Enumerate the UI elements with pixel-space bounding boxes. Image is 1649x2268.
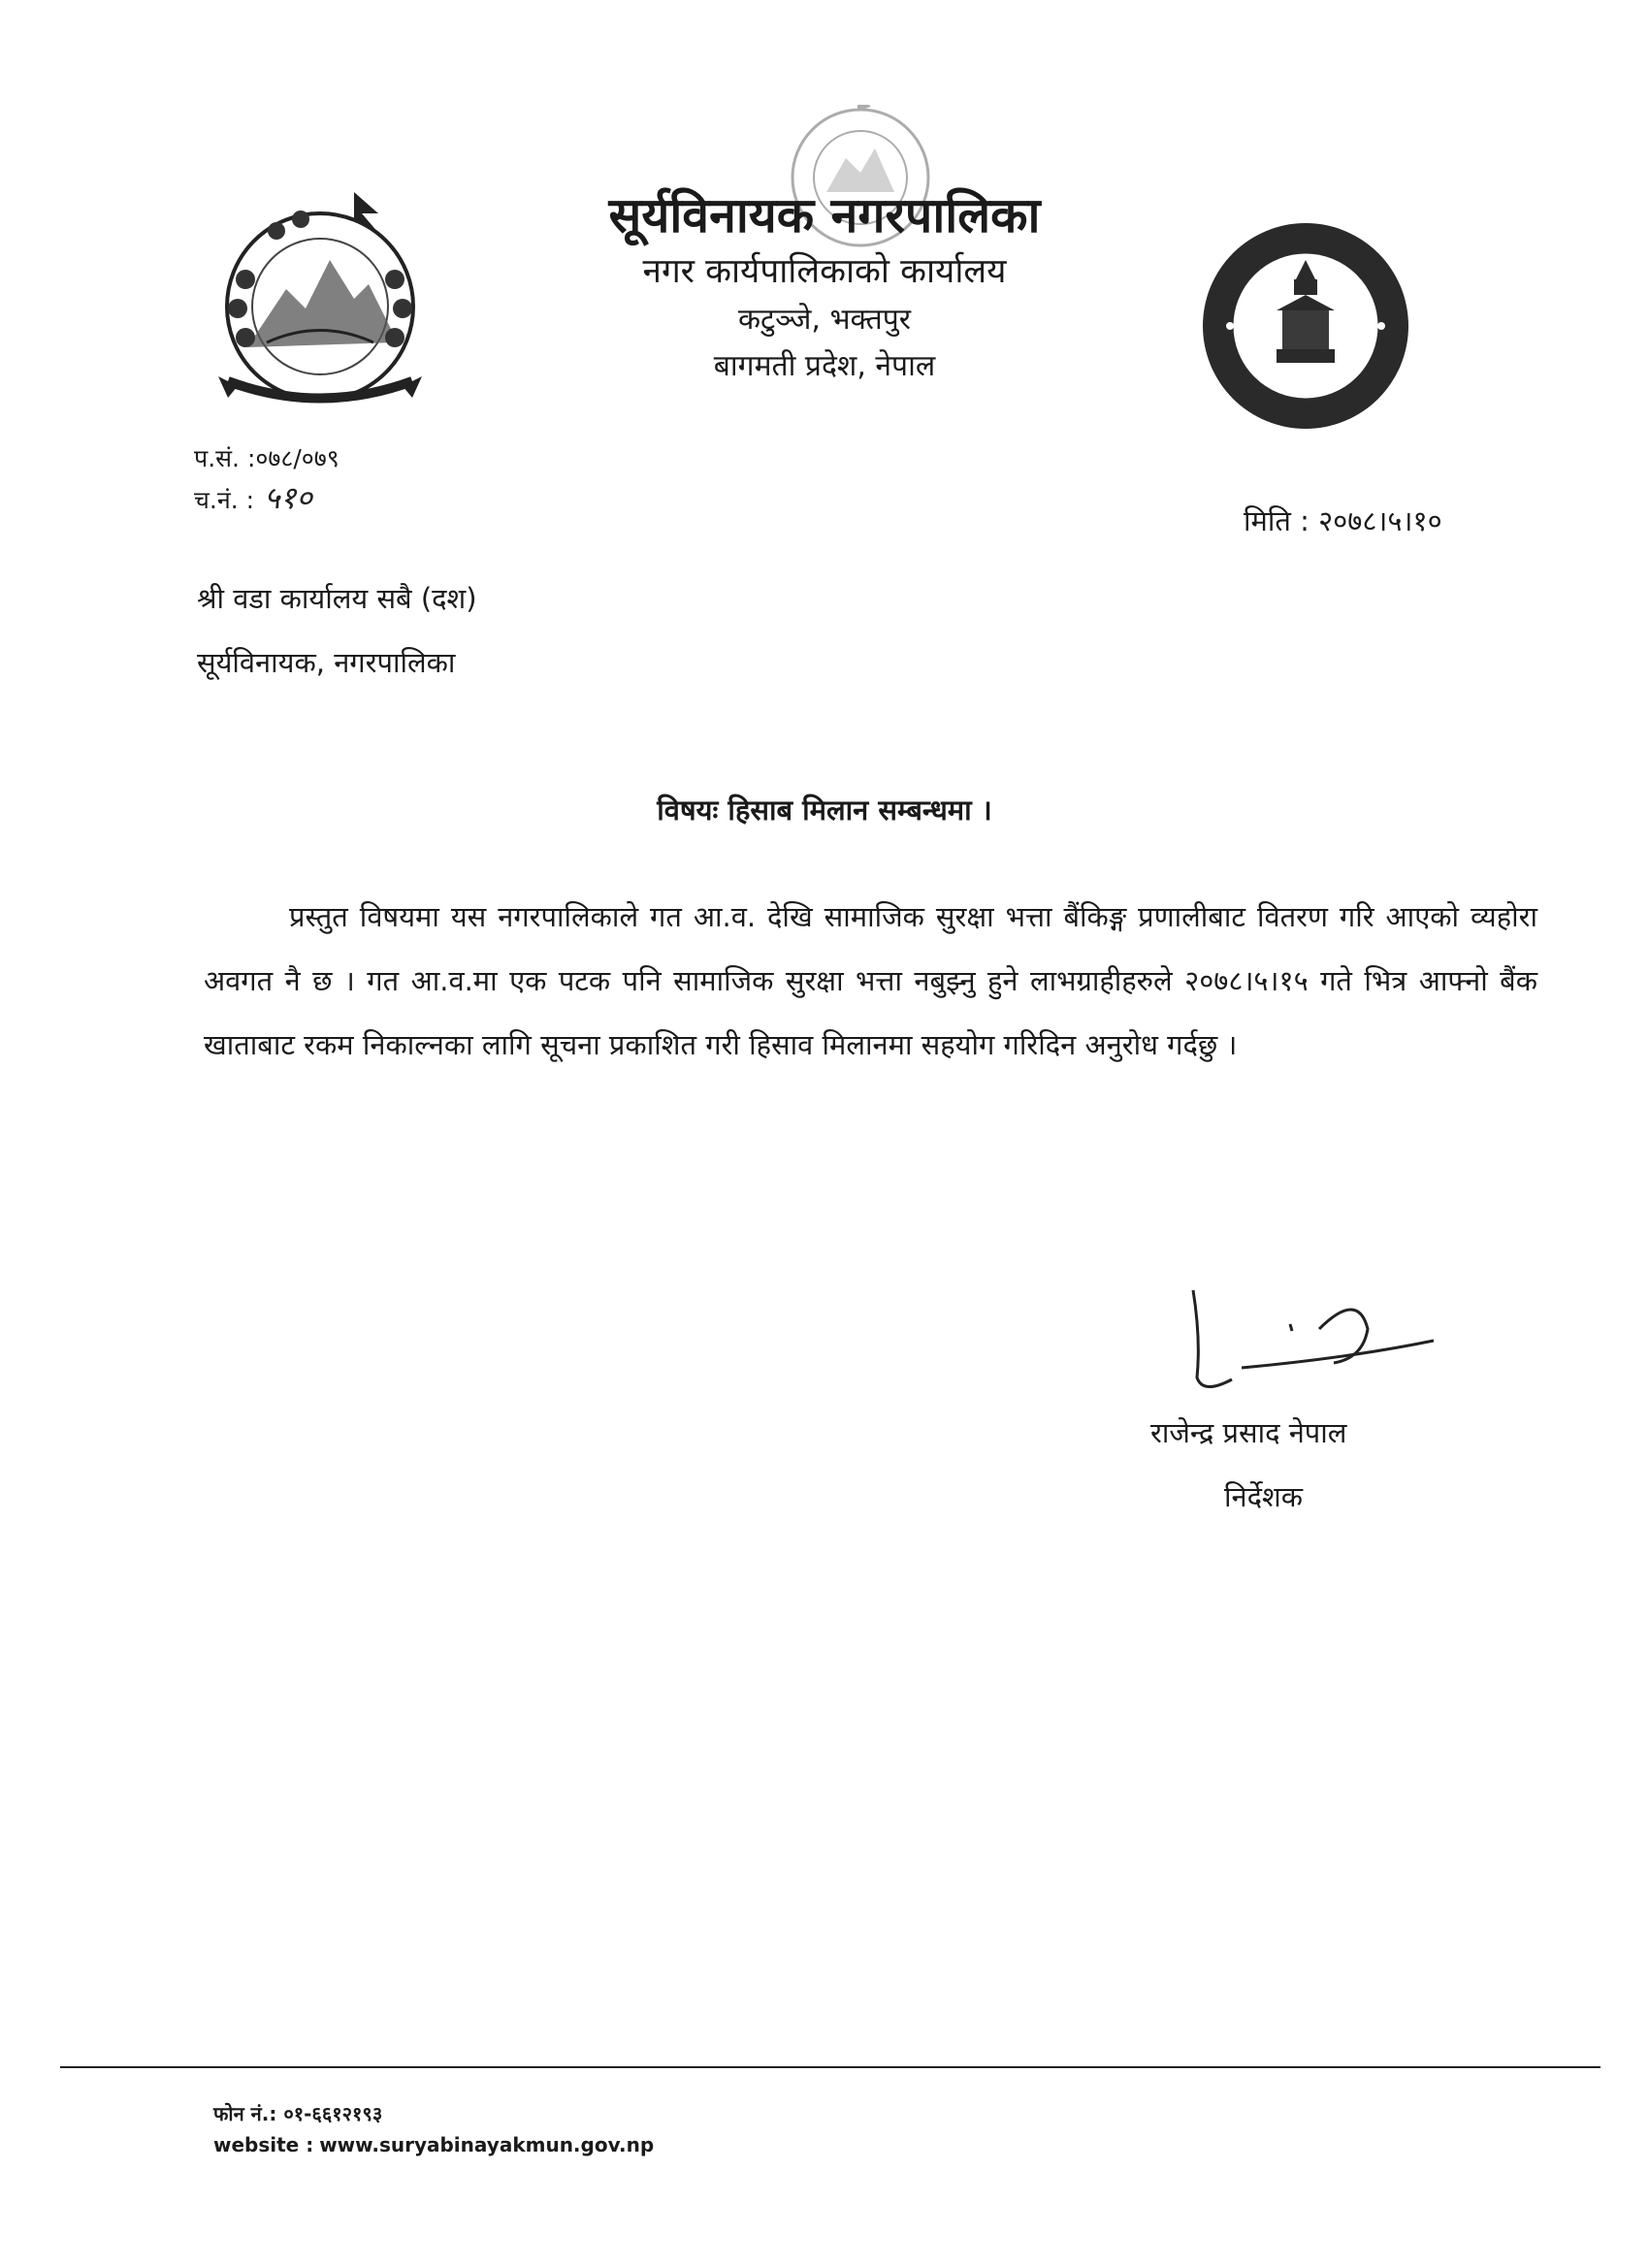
footer-phone: फोन नं.: ०१-६६१२१९३ xyxy=(213,2102,383,2125)
signatory-designation: निर्देशक xyxy=(1224,1480,1303,1513)
dispatch-number xyxy=(194,481,312,517)
website-link[interactable]: www.suryabinayakmun.gov.np xyxy=(319,2133,655,2156)
letter-date: मिति : २०७८।५।१० xyxy=(1244,504,1442,537)
recipient-line-2: सूर्यविनायक, नगरपालिका xyxy=(197,646,456,679)
dispatch-number-value: ५१० xyxy=(264,479,312,516)
footer-divider xyxy=(60,2066,1600,2068)
letter-body: प्रस्तुत विषयमा यस नगरपालिकाले गत आ.व. देखि सामाजिक सुरक्षा भत्ता बैंकिङ्ग प्रणालीबाट वितरण गरि आएको व्यहोरा अवगत नै छ । गत आ.व.मा एक पटक पनि सामाजिक सुरक्षा भत्ता नबुझ्नु हुने लाभग्राहीहरुले २०७८।५।१५ गते भित्र आफ्नो बैंक खाताबाट रकम निकाल्नका लागि सूचना प्रकाशित गरी हिसाव मिलानमा सहयोग गरिदिन अनुरोध गर्दछु । xyxy=(204,900,1537,1061)
letter-reference-number: प.सं. :०७८/०७९ xyxy=(194,444,340,472)
province-country: बागमती प्रदेश, नेपाल xyxy=(713,349,936,383)
recipient-line-1: श्री वडा कार्यालय सबै (दश) xyxy=(197,582,477,615)
dispatch-number-label: च.नं. : xyxy=(194,486,255,514)
signatory-name: राजेन्द्र प्रसाद नेपाल xyxy=(1150,1416,1347,1449)
office-name: नगर कार्यपालिकाको कार्यालय xyxy=(642,252,1007,291)
letter-subject: विषयः हिसाब मिलान सम्बन्धमा । xyxy=(657,794,992,826)
office-address: कटुञ्जे, भक्तपुर xyxy=(737,303,912,337)
municipality-name: सूर्यविनायक नगरपालिका xyxy=(608,187,1041,243)
footer-website xyxy=(213,2131,654,2158)
website-label: website : xyxy=(213,2133,314,2156)
signature-mark xyxy=(1174,1271,1445,1407)
